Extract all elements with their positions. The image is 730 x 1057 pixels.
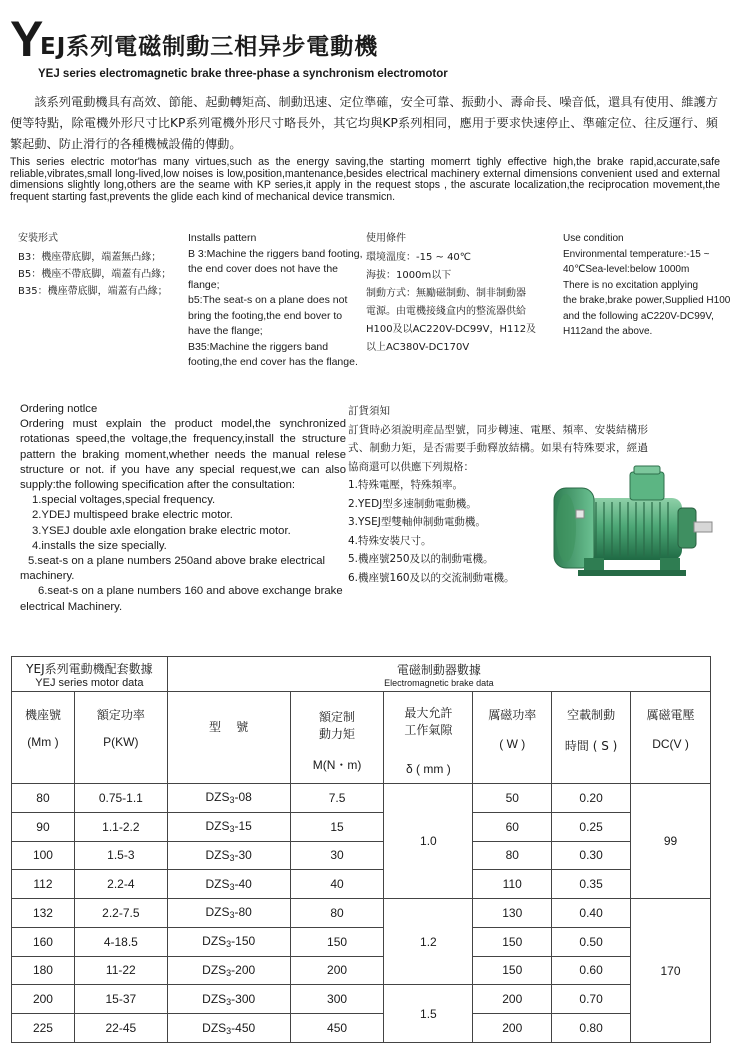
cell-excpow: 50: [473, 784, 552, 813]
col-header-gap: [384, 692, 473, 784]
cell-time: 0.80: [552, 1014, 631, 1043]
intro-paragraph-en: This series electric motor'has many virtues,such as the energy saving,the starting momerrt tighly effective high,the brake rapid,accurate,safe reliable,vibrates,small long-lived,low noises is low,position,mantenance,besides electrical machinery external dimensions convenient used and external dimensions slightly long,others are the seame with KP series,it apply in the request stops , the ascurate localization,the reciprocation movement,the frequent starting fast,prevents the glide each kind of mechanical device transmicn.: [10, 156, 720, 203]
col-time-label: 空載制動: [567, 708, 616, 722]
cell-model: $DZS_3-200$: [167, 956, 290, 985]
col-torque-label-1: 額定制: [319, 710, 356, 724]
cell-power: 15-37: [74, 985, 167, 1014]
table-row: [12, 812, 711, 841]
col-power-unit: P(KW): [103, 735, 139, 749]
col-excpow-label: 厲磁功率: [488, 708, 537, 722]
cell-model: $DZS_3-40$: [167, 870, 290, 899]
group-header-brake-cn: 電磁制動器數據: [396, 662, 481, 677]
col-header-brake-time: [552, 692, 631, 784]
cell-power: 1.5-3: [74, 841, 167, 870]
cell-frame: 132: [12, 899, 75, 928]
cell-frame: 200: [12, 985, 75, 1014]
col-header-torque: [290, 692, 384, 784]
col-time-unit: 時間 ( S ): [564, 739, 618, 753]
cell-excpow: 80: [473, 841, 552, 870]
cell-power: 1.1-2.2: [74, 812, 167, 841]
col-excpow-unit: ( W ): [499, 737, 526, 751]
intro-paragraph-cn: 該系列電動機具有高效、節能、起動轉矩高、制動迅速、定位準確，安全可靠、振動小、壽命長、噪音低，還具有使用、維護方便等特點，除電機外形尺寸比KP系列電機外形尺寸略長外，其它均與KP系列相同，應用于要求快速停止、準確定位、往反運行、頻繁起動、防止滑行的各種機械設備的傳動。: [10, 95, 718, 151]
install-en-line: b5:The seat-s on a plane does not: [188, 294, 348, 306]
cell-torque: 450: [290, 1014, 384, 1043]
col-gap-unit: δ ( mm ): [406, 762, 451, 776]
ordering-cn-title: 訂貨須知: [348, 405, 390, 417]
cell-time: 0.50: [552, 927, 631, 956]
cell-frame: 90: [12, 812, 75, 841]
group-header-motor: [12, 657, 168, 692]
use-condition-en: [563, 231, 730, 340]
cell-torque: 7.5: [290, 784, 384, 813]
col-gap-label-2: 工作氣隙: [404, 723, 453, 737]
ordering-cn-item: 4.特殊安裝尺寸。: [348, 534, 432, 547]
cell-excpow: 110: [473, 870, 552, 899]
use-cn-line: 環境溫度：-15 ~ 40℃: [366, 251, 472, 263]
use-en-line: and the following aC220V-DC99V,: [563, 310, 714, 322]
cell-frame: 100: [12, 841, 75, 870]
ordering-cn-body: 訂貨時必須說明産品型號，同步轉速、電壓、頻率、安裝結構形式、制動力矩，是否需要手動釋放結構。如果有特殊要求，經過協商還可以供應下列規格：: [348, 423, 648, 473]
install-en-title: Installs pattern: [188, 232, 257, 244]
col-torque-label-2: 動力矩: [319, 727, 356, 741]
cell-model: $DZS_3-80$: [167, 899, 290, 928]
cell-time: 0.70: [552, 985, 631, 1014]
install-en-line: B 3:Machine the riggers band footing,: [188, 247, 363, 260]
cell-frame: 112: [12, 870, 75, 899]
cell-excpow: 150: [473, 927, 552, 956]
use-cn-line: 海拔：1000m以下: [366, 269, 452, 281]
title-letter: Y: [10, 11, 44, 67]
cell-power: 22-45: [74, 1014, 167, 1043]
table-row: [12, 956, 711, 985]
cell-power: 4-18.5: [74, 927, 167, 956]
cell-power: 2.2-7.5: [74, 899, 167, 928]
install-pattern-cn: [18, 231, 171, 300]
motor-image: [548, 458, 716, 588]
ordering-en-item: 6.seat-s on a plane numbers 160 and above exchange brake electrical Machinery.: [20, 585, 343, 613]
table-row: [12, 927, 711, 956]
use-en-line: the brake,brake power,Supplied H100: [563, 295, 730, 306]
use-en-line: Environmental temperature:-15 ~: [563, 248, 710, 260]
cell-model: $DZS_3-30$: [167, 841, 290, 870]
ordering-cn-item: 1.特殊電壓，特殊頻率。: [348, 479, 464, 491]
table-row: [12, 841, 711, 870]
col-header-frame: [12, 692, 75, 784]
ordering-en-item: 1.special voltages,special frequency.: [32, 494, 216, 507]
page-subtitle: YEJ series electromagnetic brake three-phase a synchronism electromotor: [38, 68, 448, 80]
ordering-en-title: Ordering notlce: [20, 403, 98, 415]
table-row: [12, 784, 711, 813]
cell-frame: 225: [12, 1014, 75, 1043]
cell-time: 0.40: [552, 899, 631, 928]
cell-torque: 30: [290, 841, 384, 870]
page-title: EJ系列電磁制動三相异步電動機: [40, 34, 379, 60]
cell-time: 0.35: [552, 870, 631, 899]
cell-frame: 80: [12, 784, 75, 813]
cell-torque: 300: [290, 985, 384, 1014]
col-power-label: 額定功率: [96, 708, 145, 722]
group-header-motor-en: YEJ series motor data: [35, 676, 144, 689]
use-en-line: H112and the above.: [563, 326, 653, 337]
col-model-label: 型 號: [209, 720, 249, 734]
cell-volt: 170: [631, 899, 711, 1043]
cell-torque: 40: [290, 870, 384, 899]
cell-power: 2.2-4: [74, 870, 167, 899]
cell-excpow: 150: [473, 956, 552, 985]
cell-excpow: 200: [473, 1014, 552, 1043]
table-row: [12, 870, 711, 899]
ordering-cn-item: 3.YSEJ型雙軸伸制動電動機。: [348, 516, 486, 528]
use-cn-line: H100及以AC220V-DC99V，H112及: [366, 323, 537, 335]
install-en-line: B35:Machine the riggers band: [188, 340, 329, 353]
cell-torque: 200: [290, 956, 384, 985]
group-header-motor-cn: YEJ系列電動機配套數據: [26, 661, 153, 676]
install-cn-line: B5：機座不帶底脚，端蓋有凸緣；: [18, 268, 172, 280]
spec-table: [11, 656, 711, 1043]
cell-time: 0.30: [552, 841, 631, 870]
cell-model: $DZS_3-300$: [167, 985, 290, 1014]
use-en-title: Use condition: [563, 233, 624, 244]
col-header-power: [74, 692, 167, 784]
ordering-cn-item: 5.機座號250及以的制動電機。: [348, 553, 494, 565]
cell-model: $DZS_3-450$: [167, 1014, 290, 1043]
install-en-line: have the flange;: [188, 325, 263, 337]
cell-gap: 1.0: [384, 784, 473, 899]
col-gap-label-1: 最大允許: [404, 706, 453, 720]
cell-excpow: 130: [473, 899, 552, 928]
use-condition-cn: [366, 231, 536, 357]
install-en-line: footing,the end cover has the flange.: [188, 356, 358, 368]
col-frame-unit: (Mm ): [27, 735, 59, 749]
cell-gap: 1.2: [384, 899, 473, 985]
ordering-en-item: 2.YDEJ multispeed brake electric motor.: [32, 509, 233, 522]
col-frame-label: 機座號: [24, 708, 61, 722]
cell-model: $DZS_3-15$: [167, 812, 290, 841]
col-volt-unit: DC(V ): [652, 737, 689, 751]
cell-volt: 99: [631, 784, 711, 899]
use-en-line: 40℃Sea-level:below 1000m: [563, 264, 690, 275]
cell-time: 0.20: [552, 784, 631, 813]
col-volt-label: 厲磁電壓: [646, 708, 695, 722]
cell-excpow: 60: [473, 812, 552, 841]
ordering-notice-en: [20, 402, 346, 615]
cell-torque: 15: [290, 812, 384, 841]
col-torque-unit: M(N・m): [312, 758, 362, 772]
use-cn-line: 制動方式：無勵磁制動、制非制動器: [366, 287, 526, 299]
use-cn-line: 電源。由電機接綫盒内的整流器供給: [366, 305, 526, 317]
table-row: [12, 1014, 711, 1043]
cell-torque: 150: [290, 927, 384, 956]
cell-power: 11-22: [74, 956, 167, 985]
col-header-excitation-voltage: [631, 692, 711, 784]
use-en-line: There is no excitation applying: [563, 279, 699, 291]
cell-model: $DZS_3-08$: [167, 784, 290, 813]
col-header-model: [167, 692, 290, 784]
col-header-excitation-power: [473, 692, 552, 784]
ordering-en-item: 5.seat-s on a plane numbers 250and above brake electrical machinery.: [20, 555, 326, 583]
group-header-brake-en: Electromagnetic brake data: [384, 677, 494, 688]
cell-time: 0.25: [552, 812, 631, 841]
cell-torque: 80: [290, 899, 384, 928]
group-header-brake: [167, 657, 710, 692]
install-pattern-en: [188, 231, 363, 371]
ordering-cn-item: 2.YEDJ型多速制動電動機。: [348, 497, 477, 510]
ordering-en-item: 3.YSEJ double axle elongation brake electric motor.: [32, 524, 291, 537]
install-cn-title: 安裝形式: [18, 233, 58, 244]
use-cn-line: 以上AC380V-DC170V: [366, 341, 470, 353]
cell-excpow: 200: [473, 985, 552, 1014]
cell-gap: 1.5: [384, 985, 473, 1043]
install-en-line: the end cover does not have the: [188, 263, 339, 275]
install-en-line: bring the footing,the end bover to: [188, 309, 343, 322]
cell-model: $DZS_3-150$: [167, 927, 290, 956]
install-en-line: flange;: [188, 278, 220, 291]
use-cn-title: 使用條件: [366, 233, 406, 244]
table-row: [12, 985, 711, 1014]
install-cn-line: B3：機座帶底脚，端蓋無凸緣；: [18, 251, 162, 263]
ordering-en-body: Ordering must explain the product model,the synchronized rotationas speed,the voltage,the frequency,install the structure pattern the braking moment,whether needs the manual relese structure or not. if you have any special request,we can also supply:the following specification after the consultation:: [20, 418, 346, 492]
cell-frame: 160: [12, 927, 75, 956]
cell-power: 0.75-1.1: [74, 784, 167, 813]
ordering-cn-item: 6.機座號160及以的交流制動電機。: [348, 571, 515, 584]
table-row: [12, 899, 711, 928]
cell-time: 0.60: [552, 956, 631, 985]
install-cn-line: B35：機座帶底脚，端蓋有凸緣；: [18, 285, 168, 297]
cell-frame: 180: [12, 956, 75, 985]
ordering-en-item: 4.installs the size specially.: [32, 539, 167, 552]
